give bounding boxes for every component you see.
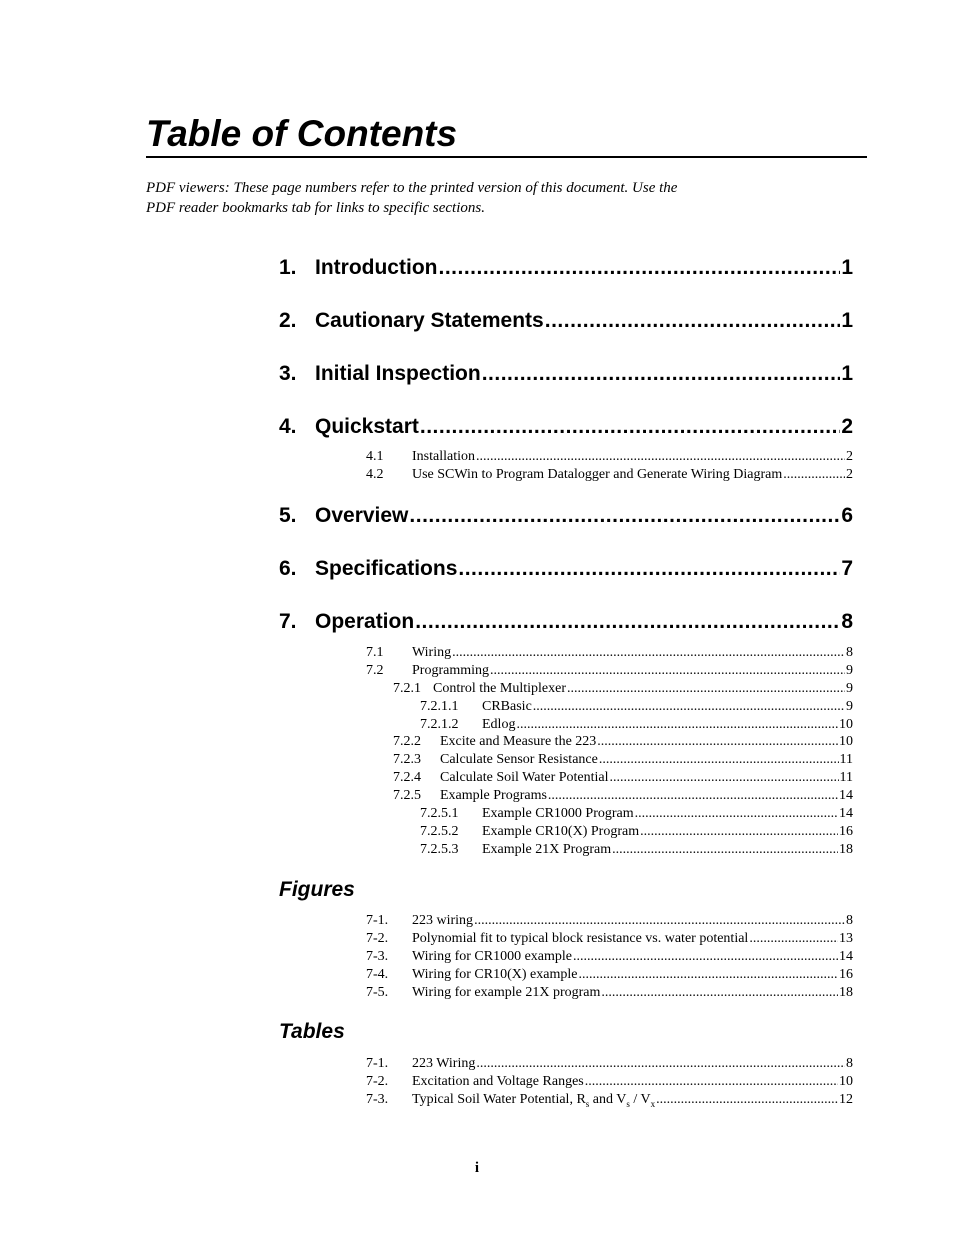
- dot-leader: [612, 841, 838, 859]
- figure-page: 18: [839, 985, 853, 1000]
- toc-entry-page: 8: [846, 645, 853, 660]
- dot-leader: [585, 1073, 838, 1091]
- toc-entry-page: 6: [841, 504, 853, 527]
- toc-entry-title: Calculate Sensor Resistance: [440, 752, 598, 767]
- figure-title: Wiring for example 21X program: [412, 985, 601, 1000]
- tables-heading: Tables: [279, 1020, 345, 1043]
- dot-leader: [476, 448, 845, 466]
- toc-entry-introduction[interactable]: [279, 254, 853, 282]
- toc-entry-number: 7.2.1: [393, 681, 421, 696]
- toc-entry-page: 18: [839, 842, 853, 857]
- dot-leader: [599, 751, 839, 769]
- dot-leader: [749, 930, 838, 948]
- toc-entry-number: 5.: [279, 504, 297, 527]
- dot-leader: [533, 698, 845, 716]
- toc-entry-title: Cautionary Statements: [315, 309, 544, 332]
- toc-entry-page: 2: [846, 467, 853, 482]
- dot-leader: [415, 608, 840, 636]
- toc-entry-number: 7.2.2: [393, 734, 421, 749]
- toc-entry-page: 9: [846, 681, 853, 696]
- toc-entry-page: 10: [839, 734, 853, 749]
- toc-entry-title: Quickstart: [315, 415, 419, 438]
- toc-entry-title: Use SCWin to Program Datalogger and Generate Wiring Diagram: [412, 467, 783, 482]
- page-number: i: [474, 1160, 480, 1176]
- dot-leader: [482, 360, 841, 388]
- toc-entry-use-scwin[interactable]: [366, 466, 853, 484]
- subscript-x: x: [650, 1098, 656, 1109]
- figure-title: Wiring for CR1000 example: [412, 949, 573, 964]
- toc-entry-number: 7.2.1.1: [420, 699, 459, 714]
- figure-entry-5[interactable]: [366, 984, 853, 1002]
- toc-entry-page: 9: [846, 663, 853, 678]
- dot-leader: [640, 823, 838, 841]
- toc-entry-page: 1: [841, 256, 853, 279]
- subscript-s: s: [626, 1098, 630, 1109]
- dot-leader: [516, 716, 838, 734]
- toc-entry-page: 14: [839, 788, 853, 803]
- table-title-prefix: Typical Soil Water Potential, R: [412, 1092, 586, 1107]
- table-title: Excitation and Voltage Ranges: [412, 1074, 584, 1089]
- toc-entry-cautionary-statements[interactable]: [279, 307, 853, 335]
- toc-entry-number: 3.: [279, 362, 297, 385]
- dot-leader: [458, 555, 840, 583]
- toc-entry-title: Introduction: [315, 256, 438, 279]
- table-page: 12: [839, 1092, 853, 1107]
- toc-entry-wiring[interactable]: [366, 644, 853, 662]
- figure-number: 7-3.: [366, 949, 389, 964]
- note-line-2: PDF reader bookmarks tab for links to specific sections.: [146, 200, 485, 216]
- table-title-mid: and V: [589, 1092, 627, 1107]
- dot-leader: [420, 413, 840, 441]
- note-line-1: PDF viewers: These page numbers refer to the printed version of this document. Use the: [146, 180, 678, 196]
- dot-leader: [567, 680, 845, 698]
- table-title-mid2: / V: [629, 1092, 651, 1107]
- dot-leader: [409, 502, 840, 530]
- toc-entry-soil-water-potential[interactable]: [393, 769, 853, 787]
- toc-entry-number: 7.1: [366, 645, 384, 660]
- dot-leader: [597, 733, 838, 751]
- table-page: 8: [846, 1056, 853, 1071]
- toc-entry-example-cr1000[interactable]: [420, 805, 853, 823]
- toc-entry-title: Initial Inspection: [315, 362, 481, 385]
- dot-leader: [783, 466, 845, 484]
- dot-leader: [548, 787, 838, 805]
- dot-leader: [474, 912, 845, 930]
- toc-entry-quickstart[interactable]: [279, 413, 853, 441]
- toc-entry-page: 8: [841, 610, 853, 633]
- toc-entry-page: 9: [846, 699, 853, 714]
- toc-entry-page: 11: [839, 752, 853, 767]
- toc-entry-number: 7.: [279, 610, 297, 633]
- toc-entry-excite-measure[interactable]: [393, 733, 853, 751]
- toc-entry-title: Example CR1000 Program: [482, 806, 634, 821]
- toc-entry-example-21x[interactable]: [420, 841, 853, 859]
- toc-entry-title: Programming: [412, 663, 489, 678]
- figure-number: 7-5.: [366, 985, 389, 1000]
- figure-number: 7-1.: [366, 913, 389, 928]
- toc-entry-title: Calculate Soil Water Potential: [440, 770, 609, 785]
- toc-entry-specifications[interactable]: [279, 555, 853, 583]
- toc-entry-number: 7.2.4: [393, 770, 421, 785]
- toc-entry-page: 1: [841, 362, 853, 385]
- toc-entry-installation[interactable]: [366, 448, 853, 466]
- toc-entry-title: Edlog: [482, 717, 516, 732]
- table-number: 7-3.: [366, 1092, 389, 1107]
- toc-entry-number: 7.2.1.2: [420, 717, 459, 732]
- figure-number: 7-4.: [366, 967, 389, 982]
- toc-entry-overview[interactable]: [279, 502, 853, 530]
- toc-entry-title: Specifications: [315, 557, 458, 580]
- toc-entry-title: Wiring: [412, 645, 452, 660]
- toc-entry-example-cr10x[interactable]: [420, 823, 853, 841]
- figure-entry-1[interactable]: [366, 912, 853, 930]
- toc-entry-page: 10: [839, 717, 853, 732]
- figure-entry-2[interactable]: [366, 930, 853, 948]
- toc-entry-number: 4.2: [366, 467, 384, 482]
- figure-title: Wiring for CR10(X) example: [412, 967, 578, 982]
- figure-page: 16: [839, 967, 853, 982]
- toc-entry-page: 7: [841, 557, 853, 580]
- toc-entry-number: 7.2.5.2: [420, 824, 459, 839]
- toc-entry-page: 2: [846, 449, 853, 464]
- toc-entry-programming[interactable]: [366, 662, 853, 680]
- toc-entry-page: 14: [839, 806, 853, 821]
- subscript-s: s: [585, 1098, 590, 1109]
- figure-page: 14: [839, 949, 853, 964]
- dot-leader: [635, 805, 838, 823]
- table-entry-3[interactable]: [366, 1091, 853, 1109]
- dot-leader: [656, 1091, 838, 1109]
- figure-entry-3[interactable]: [366, 948, 853, 966]
- toc-entry-page: 2: [841, 415, 853, 438]
- toc-entry-initial-inspection[interactable]: [279, 360, 853, 388]
- page-title: Table of Contents: [146, 113, 458, 154]
- toc-entry-crbasic[interactable]: [420, 698, 853, 716]
- dot-leader: [545, 307, 841, 335]
- dot-leader: [476, 1055, 845, 1073]
- table-entry-2[interactable]: [366, 1073, 853, 1091]
- toc-entry-title: Control the Multiplexer: [433, 681, 566, 696]
- toc-entry-example-programs[interactable]: [393, 787, 853, 805]
- toc-entry-edlog[interactable]: [420, 716, 853, 734]
- table-entry-1[interactable]: [366, 1055, 853, 1073]
- toc-entry-title: Operation: [315, 610, 415, 633]
- toc-entry-number: 7.2: [366, 663, 384, 678]
- table-number: 7-2.: [366, 1074, 389, 1089]
- toc-entry-title: Example 21X Program: [482, 842, 612, 857]
- toc-entry-number: 7.2.5.3: [420, 842, 459, 857]
- toc-entry-number: 4.: [279, 415, 297, 438]
- figure-title: Polynomial fit to typical block resistance vs. water potential: [412, 931, 749, 946]
- toc-entry-number: 7.2.5.1: [420, 806, 459, 821]
- table-page: 10: [839, 1074, 853, 1089]
- figure-page: 13: [839, 931, 853, 946]
- dot-leader: [610, 769, 839, 787]
- dot-leader: [578, 966, 838, 984]
- figure-page: 8: [846, 913, 853, 928]
- toc-entry-title: Example Programs: [440, 788, 547, 803]
- toc-entry-number: 2.: [279, 309, 297, 332]
- toc-entry-operation[interactable]: [279, 608, 853, 636]
- toc-entry-page: 11: [839, 770, 853, 785]
- toc-entry-title: Overview: [315, 504, 409, 527]
- dot-leader: [601, 984, 838, 1002]
- toc-entry-title: Installation: [412, 449, 475, 464]
- figure-title: 223 wiring: [412, 913, 474, 928]
- toc-entry-title: Excite and Measure the 223: [440, 734, 597, 749]
- table-title: [412, 1091, 655, 1109]
- figures-heading: Figures: [279, 878, 355, 901]
- dot-leader: [573, 948, 838, 966]
- figure-number: 7-2.: [366, 931, 389, 946]
- table-title: 223 Wiring: [412, 1056, 476, 1071]
- dot-leader: [490, 662, 845, 680]
- toc-entry-title: CRBasic: [482, 699, 532, 714]
- table-number: 7-1.: [366, 1056, 389, 1071]
- dot-leader: [438, 254, 840, 282]
- toc-entry-sensor-resistance[interactable]: [393, 751, 853, 769]
- toc-entry-number: 7.2.5: [393, 788, 421, 803]
- toc-entry-number: 6.: [279, 557, 297, 580]
- toc-entry-number: 7.2.3: [393, 752, 421, 767]
- figure-entry-4[interactable]: [366, 966, 853, 984]
- toc-entry-page: 16: [839, 824, 853, 839]
- toc-entry-page: 1: [841, 309, 853, 332]
- toc-entry-number: 4.1: [366, 449, 384, 464]
- dot-leader: [452, 644, 845, 662]
- toc-entry-control-multiplexer[interactable]: [393, 680, 853, 698]
- toc-entry-number: 1.: [279, 256, 297, 279]
- toc-entry-title: Example CR10(X) Program: [482, 824, 640, 839]
